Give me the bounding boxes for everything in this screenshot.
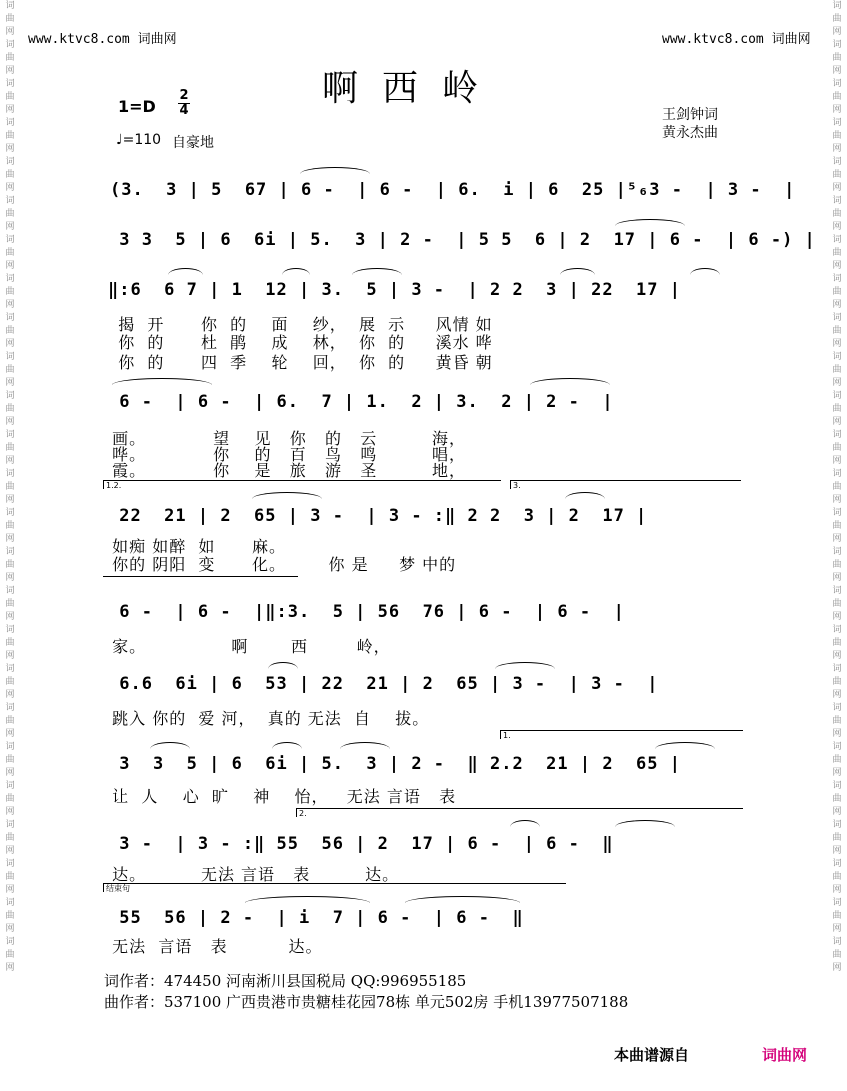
slur	[495, 662, 555, 669]
slur	[252, 492, 322, 499]
slur	[405, 896, 520, 903]
slur	[690, 268, 720, 275]
lyric-line-1: 家。 啊 西 岭，	[100, 637, 391, 656]
time-signature	[178, 89, 190, 118]
staff-notes: 3 - | 3 - :‖ 55 56 | 2 17 | 6 - | 6 - ‖	[108, 834, 614, 854]
lyric-line-3: 霞。 你 是 旅 游 圣 地，	[100, 461, 467, 480]
staff-notes: 55 56 | 2 - | i 7 | 6 - | 6 - ‖	[108, 908, 524, 928]
staff-notes: 6.6 6i | 6 53 | 22 21 | 2 65 | 3 - | 3 - |	[108, 674, 659, 694]
lyric-line-2: 你 的 杜 鹃 成 林， 你 的 溪水 哗	[100, 333, 493, 352]
source-brand-link[interactable]: 词曲网	[762, 1046, 808, 1064]
left-watermark-strip: 词曲网词曲网词曲网词曲网词曲网词曲网词曲网词曲网词曲网词曲网词曲网词曲网词曲网词曲网词曲网词曲网词曲网词曲网词曲网词曲网词曲网词曲网词曲网词曲网词曲网	[5, 1, 15, 973]
expression-mark: 自豪地	[172, 135, 214, 151]
lyric-line-1: 画。 望 见 你 的 云 海，	[100, 429, 467, 448]
lyric-line-1: 达。 无法 言语 表 达。	[100, 865, 400, 884]
lyric-line-1: 如痴 如醉 如 麻。	[100, 537, 286, 556]
slur	[340, 742, 390, 749]
volta-ending: 结束句	[103, 883, 566, 892]
staff-notes: (3. 3 | 5 67 | 6 - | 6 - | 6. i | 6 25 |⁵₆3 - | 3 - |	[110, 180, 796, 200]
lyric-line-2: 你的 阴阳 变 化。 你 是 梦 中的	[100, 555, 457, 574]
lyric-line-2: 哗。 你 的 百 鸟 鸣 唱，	[100, 445, 467, 464]
lyric-line-1: 无法 言语 表 达。	[100, 937, 323, 956]
staff-notes: 22 21 | 2 65 | 3 - | 3 - :‖ 2 2 3 | 2 17 |	[108, 506, 648, 526]
slur	[272, 742, 302, 749]
slur	[282, 268, 310, 275]
slur	[615, 219, 685, 226]
volta-3: 3.	[510, 480, 741, 489]
composer-credit: 黄永杰曲	[662, 125, 718, 141]
key-signature: 1=D	[118, 97, 156, 116]
lyricist-credit: 王剑钟词	[662, 107, 718, 123]
slur	[510, 820, 540, 827]
slur	[245, 896, 370, 903]
time-signature-top: 2	[179, 88, 189, 103]
lyric-line-1: 跳入 你的 爱 河， 真的 无法 自 拔。	[100, 709, 430, 728]
staff-notes: 6 - | 6 - |‖:3. 5 | 56 76 | 6 - | 6 - |	[108, 602, 625, 622]
lyric-line-3: 你 的 四 季 轮 回， 你 的 黄昏 朝	[100, 353, 493, 372]
slur	[530, 378, 610, 385]
slur	[560, 268, 595, 275]
slur	[112, 378, 212, 385]
volta-2: 2.	[296, 808, 743, 817]
slur	[565, 492, 605, 499]
tempo-mark: ♩=110	[116, 132, 162, 148]
lyric-line-1: 让 人 心 旷 神 怡， 无法 言语 表	[100, 787, 457, 806]
staff-notes: 6 - | 6 - | 6. 7 | 1. 2 | 3. 2 | 2 - |	[108, 392, 614, 412]
slur	[150, 742, 190, 749]
volta-line	[103, 576, 298, 577]
slur	[300, 167, 370, 174]
slur	[615, 820, 675, 827]
slur	[268, 662, 298, 669]
staff-notes: 3 3 5 | 6 6i | 5. 3 | 2 - | 5 5 6 | 2 17 | 6 - | 6 -) |	[108, 230, 816, 250]
source-label: 本曲谱源自	[614, 1046, 690, 1064]
volta-1-2: 1.2.	[103, 480, 501, 489]
slur	[655, 742, 715, 749]
composer-info: 曲作者：537100 广西贵港市贵糖桂花园78栋 单元502房 手机13977507188	[104, 993, 629, 1011]
page-title: 啊西岭	[322, 68, 503, 109]
time-signature-bottom: 4	[179, 103, 189, 118]
site-watermark-left: www.ktvc8.com 词曲网	[28, 32, 177, 47]
slur	[168, 268, 203, 275]
lyric-line-1: 揭 开 你 的 面 纱， 展 示 风情 如	[100, 315, 493, 334]
staff-notes: 3 3 5 | 6 6i | 5. 3 | 2 - ‖ 2.2 21 | 2 65 |	[108, 754, 681, 774]
right-watermark-strip: 词曲网词曲网词曲网词曲网词曲网词曲网词曲网词曲网词曲网词曲网词曲网词曲网词曲网词曲网词曲网词曲网词曲网词曲网词曲网词曲网词曲网词曲网词曲网词曲网词曲网	[832, 1, 842, 973]
lyricist-info: 词作者：474450 河南淅川县国税局 QQ:996955185	[104, 972, 467, 990]
staff-notes: ‖:6 6 7 | 1 12 | 3. 5 | 3 - | 2 2 3 | 22 17 |	[108, 280, 681, 300]
site-watermark-right: www.ktvc8.com 词曲网	[662, 32, 811, 47]
volta-1: 1.	[500, 730, 743, 739]
slur	[352, 268, 402, 275]
